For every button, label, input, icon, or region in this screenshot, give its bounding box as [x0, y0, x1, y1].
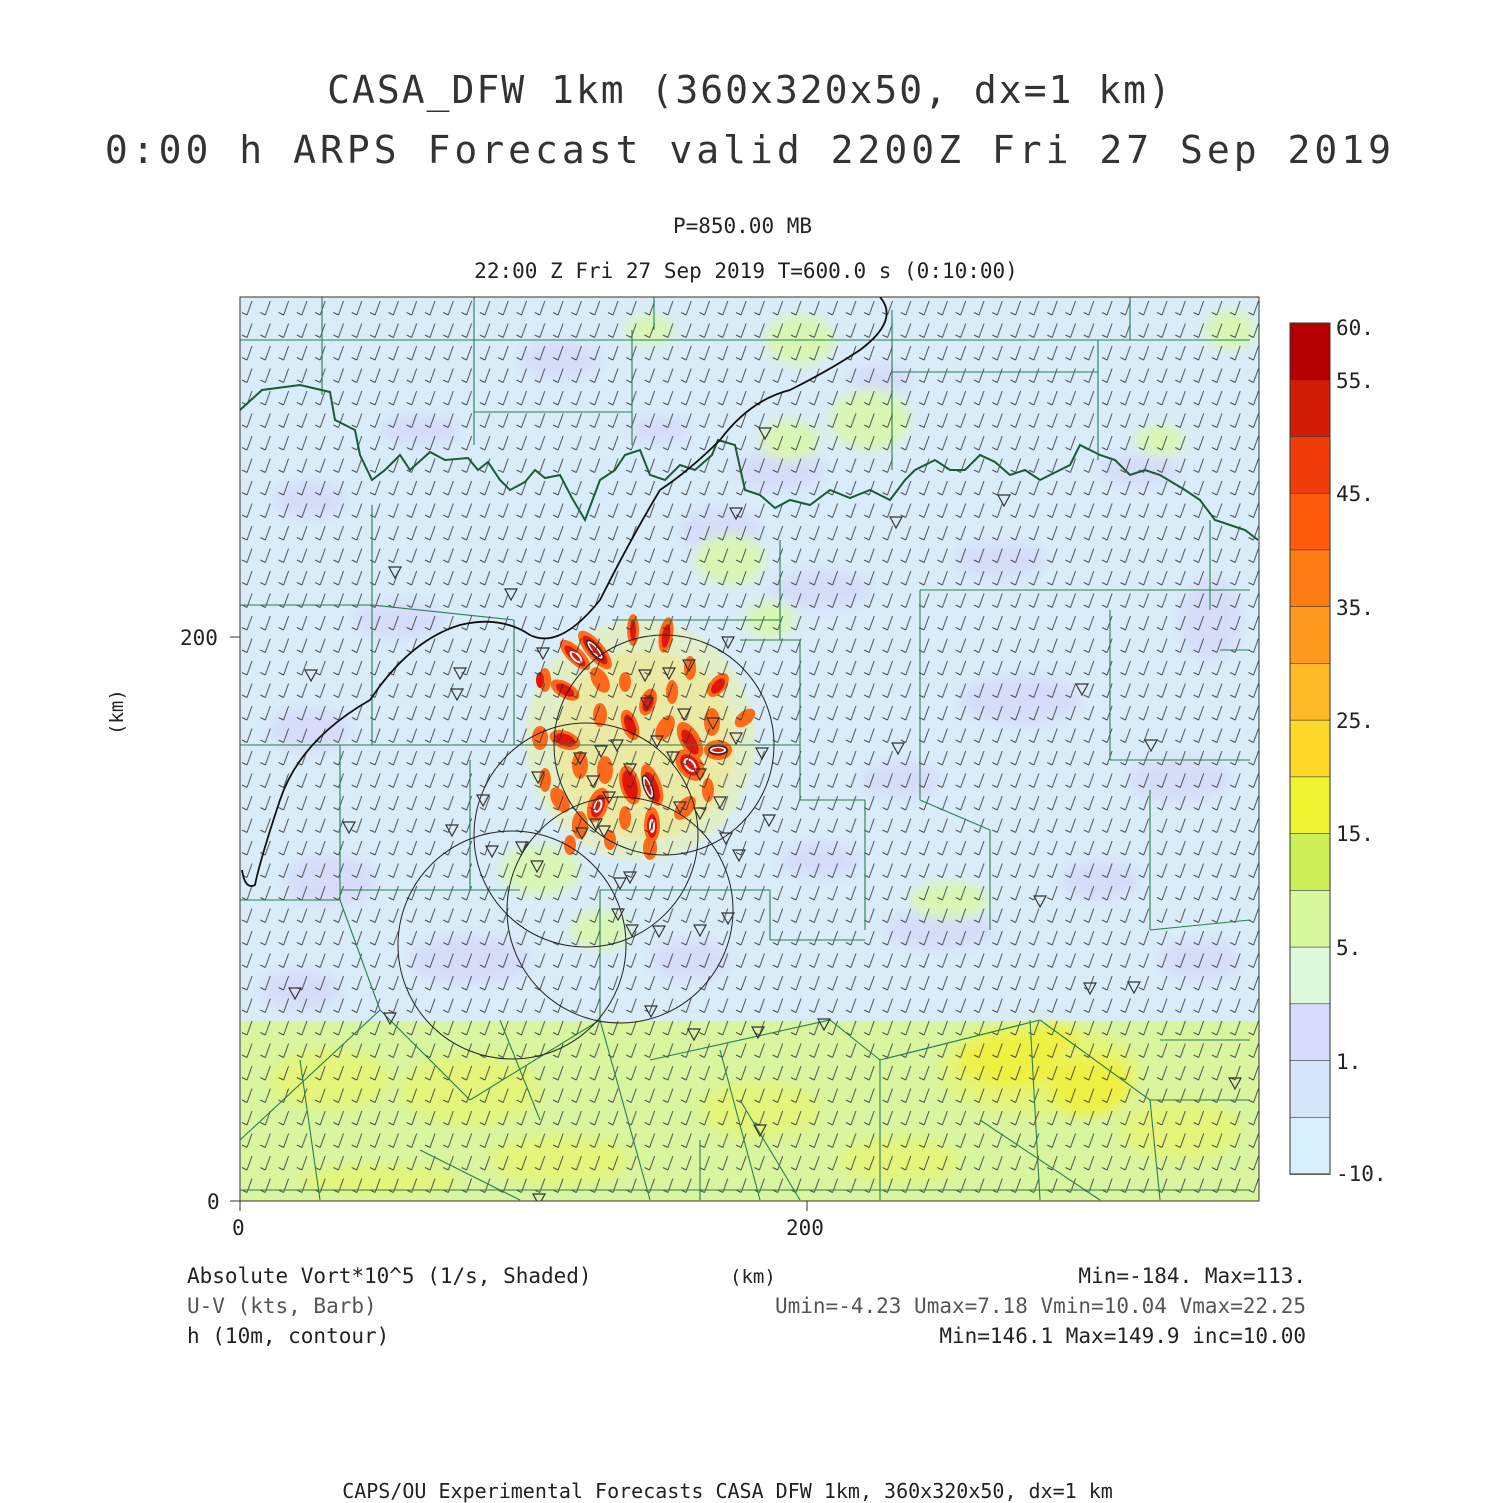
colorbar	[1290, 323, 1330, 1175]
x-axis-label: (km)	[730, 1266, 776, 1288]
legend-field-vorticity: Absolute Vort*10^5 (1/s, Shaded)	[187, 1264, 592, 1288]
colorbar-band	[1290, 777, 1330, 834]
colorbar-label-neg10: -10.	[1336, 1162, 1387, 1186]
legend-field-wind: U-V (kts, Barb)	[187, 1294, 377, 1318]
colorbar-band	[1290, 947, 1330, 1004]
colorbar-label-45: 45.	[1336, 482, 1374, 506]
wind-barbs	[240, 297, 1259, 1201]
y-tick-0: 0	[207, 1190, 220, 1214]
colorbar-band	[1290, 323, 1330, 380]
colorbar-band	[1290, 436, 1330, 493]
colorbar-band	[1290, 1004, 1330, 1061]
title-line-1: CASA_DFW 1km (360x320x50, dx=1 km)	[327, 68, 1173, 112]
legend-stats-vorticity: Min=-184. Max=113.	[1078, 1264, 1306, 1288]
colorbar-band	[1290, 663, 1330, 720]
colorbar-label-15: 15.	[1336, 822, 1374, 846]
colorbar-label-35: 35.	[1336, 596, 1374, 620]
colorbar-band	[1290, 607, 1330, 664]
colorbar-band	[1290, 380, 1330, 437]
colorbar-band	[1290, 550, 1330, 607]
colorbar-label-5: 5.	[1336, 936, 1362, 960]
y-axis-label: (km)	[106, 689, 128, 735]
legend-stats-height: Min=146.1 Max=149.9 inc=10.00	[939, 1324, 1306, 1348]
colorbar-band	[1290, 720, 1330, 777]
colorbar-label-60: 60.	[1336, 316, 1374, 340]
footer-credit: CAPS/OU Experimental Forecasts CASA DFW 1km, 360x320x50, dx=1 km	[342, 1479, 1113, 1503]
x-tick-0: 0	[232, 1216, 245, 1240]
title-line-2: 0:00 h ARPS Forecast valid 2200Z Fri 27 Sep 2019	[104, 128, 1396, 172]
colorbar-label-55: 55.	[1336, 369, 1374, 393]
plot-area	[240, 297, 1259, 1205]
x-tick-200: 200	[786, 1216, 824, 1240]
legend-field-height: h (10m, contour)	[187, 1324, 390, 1348]
colorbar-label-25: 25.	[1336, 709, 1374, 733]
colorbar-label-1: 1.	[1336, 1050, 1362, 1074]
time-info: 22:00 Z Fri 27 Sep 2019 T=600.0 s (0:10:00)	[474, 259, 1018, 283]
colorbar-band	[1290, 834, 1330, 891]
colorbar-band	[1290, 890, 1330, 947]
colorbar-band	[1290, 493, 1330, 550]
pressure-level: P=850.00 MB	[672, 214, 813, 238]
colorbar-band	[1290, 1117, 1330, 1174]
y-tick-200: 200	[180, 626, 218, 650]
legend-stats-wind: Umin=-4.23 Umax=7.18 Vmin=10.04 Vmax=22.25	[774, 1294, 1306, 1318]
colorbar-band	[1290, 1061, 1330, 1118]
